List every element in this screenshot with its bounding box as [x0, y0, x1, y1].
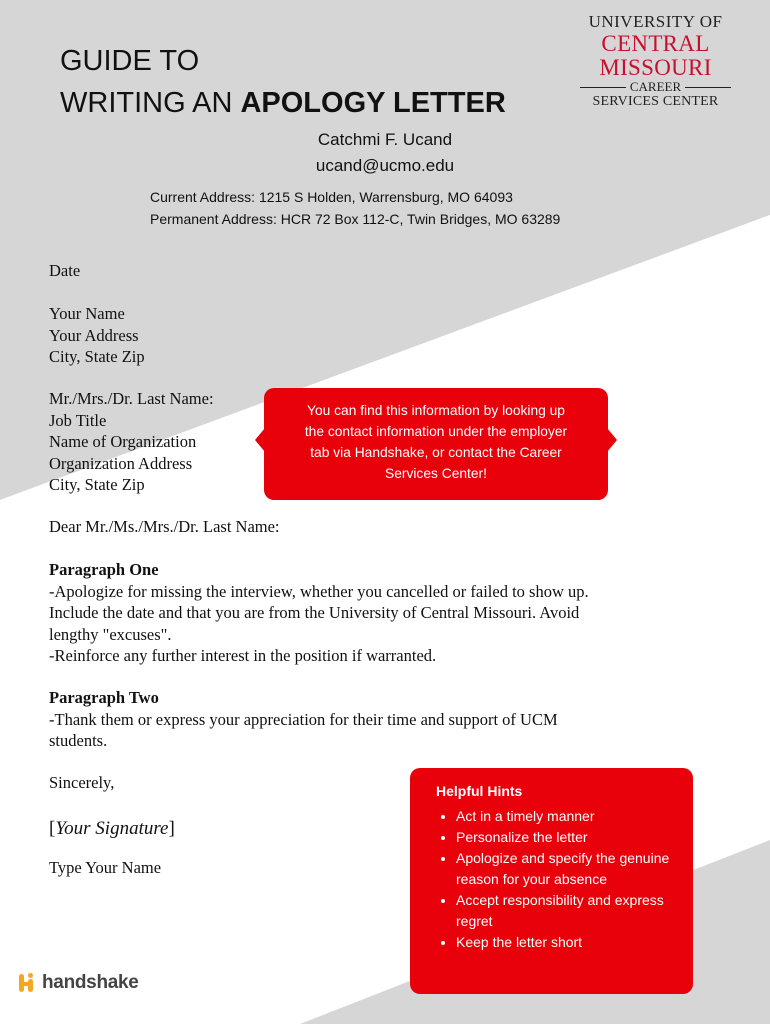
hint-item: • Personalize the letter [456, 827, 679, 848]
signature-placeholder: [Your Signature] [49, 818, 175, 839]
title-line-2-bold: APOLOGY LETTER [240, 87, 506, 119]
current-address: Current Address: 1215 S Holden, Warrensburg, MO 64093 [150, 189, 513, 205]
paragraph-one-line: -Apologize for missing the interview, whether you cancelled or failed to show up. [49, 581, 589, 601]
callout-line: Services Center! [385, 466, 487, 481]
title-line-2-prefix: WRITING AN [60, 87, 241, 119]
callout-line: the contact information under the employer [304, 424, 568, 439]
logo-university-of: UNIVERSITY OF [588, 12, 723, 31]
letter-date: Date [49, 261, 81, 280]
paragraph-one-line: Include the date and that you are from the University of Central Missouri. Avoid [49, 603, 580, 622]
helpful-hints-heading: Helpful Hints [436, 783, 523, 799]
paragraph-one [49, 559, 729, 667]
signature-text: Your Signature [55, 818, 169, 839]
hint-item: • Keep the letter short [456, 932, 679, 953]
handshake-wordmark: handshake [42, 972, 139, 993]
helpful-hints-box [410, 768, 693, 994]
sender-line: City, State Zip [49, 347, 145, 366]
title-line-2 [60, 82, 506, 124]
callout-line: tab via Handshake, or contact the Career [310, 445, 562, 460]
sender-block [49, 303, 145, 368]
handshake-icon [18, 972, 38, 994]
recipient-line: City, State Zip [49, 475, 145, 494]
typed-name: Type Your Name [49, 858, 162, 877]
closing: Sincerely, [49, 773, 115, 792]
hint-item: • Accept responsibility and express regret [456, 890, 679, 932]
paragraph-two-heading: Paragraph Two [49, 688, 159, 707]
recipient-block [49, 388, 214, 496]
paragraph-one-line: lengthy "excuses". [49, 624, 172, 644]
recipient-line: Mr./Mrs./Dr. Last Name: [49, 389, 214, 408]
logo-central-missouri: CENTRAL MISSOURI [599, 31, 712, 80]
contact-info-callout [264, 388, 608, 500]
sender-email: ucand@ucmo.edu [315, 156, 455, 175]
logo-services-center: SERVICES CENTER [592, 94, 719, 109]
paragraph-two-line: students. [49, 731, 108, 750]
sender-line: Your Name [49, 304, 125, 323]
title-line-1: GUIDE TO [60, 45, 200, 77]
recipient-line: Organization Address [49, 453, 193, 473]
hint-item: • Apologize and specify the genuine reason for your absence [456, 848, 679, 890]
paragraph-one-line: -Reinforce any further interest in the position if warranted. [49, 646, 437, 665]
callout-arrow-left [255, 428, 265, 452]
paragraph-two-line: -Thank them or express your appreciation for their time and support of UCM [49, 709, 558, 729]
sender-line: Your Address [49, 325, 139, 345]
ucm-career-services-logo [548, 12, 763, 110]
permanent-address: Permanent Address: HCR 72 Box 112-C, Twin Bridges, MO 63289 [150, 211, 561, 227]
helpful-hints-list [436, 806, 679, 953]
callout-line: You can find this information by looking up [307, 403, 565, 418]
callout-arrow-right [607, 428, 617, 452]
paragraph-two [49, 687, 729, 752]
handshake-logo [18, 972, 139, 994]
paragraph-one-heading: Paragraph One [49, 560, 159, 579]
page-title [60, 40, 506, 124]
hint-item: • Act in a timely manner [456, 806, 679, 827]
sender-name: Catchmi F. Ucand [317, 130, 453, 149]
salutation: Dear Mr./Ms./Mrs./Dr. Last Name: [49, 517, 280, 536]
recipient-line: Name of Organization [49, 432, 197, 451]
recipient-line: Job Title [49, 410, 107, 430]
logo-career: CAREER [548, 80, 763, 94]
